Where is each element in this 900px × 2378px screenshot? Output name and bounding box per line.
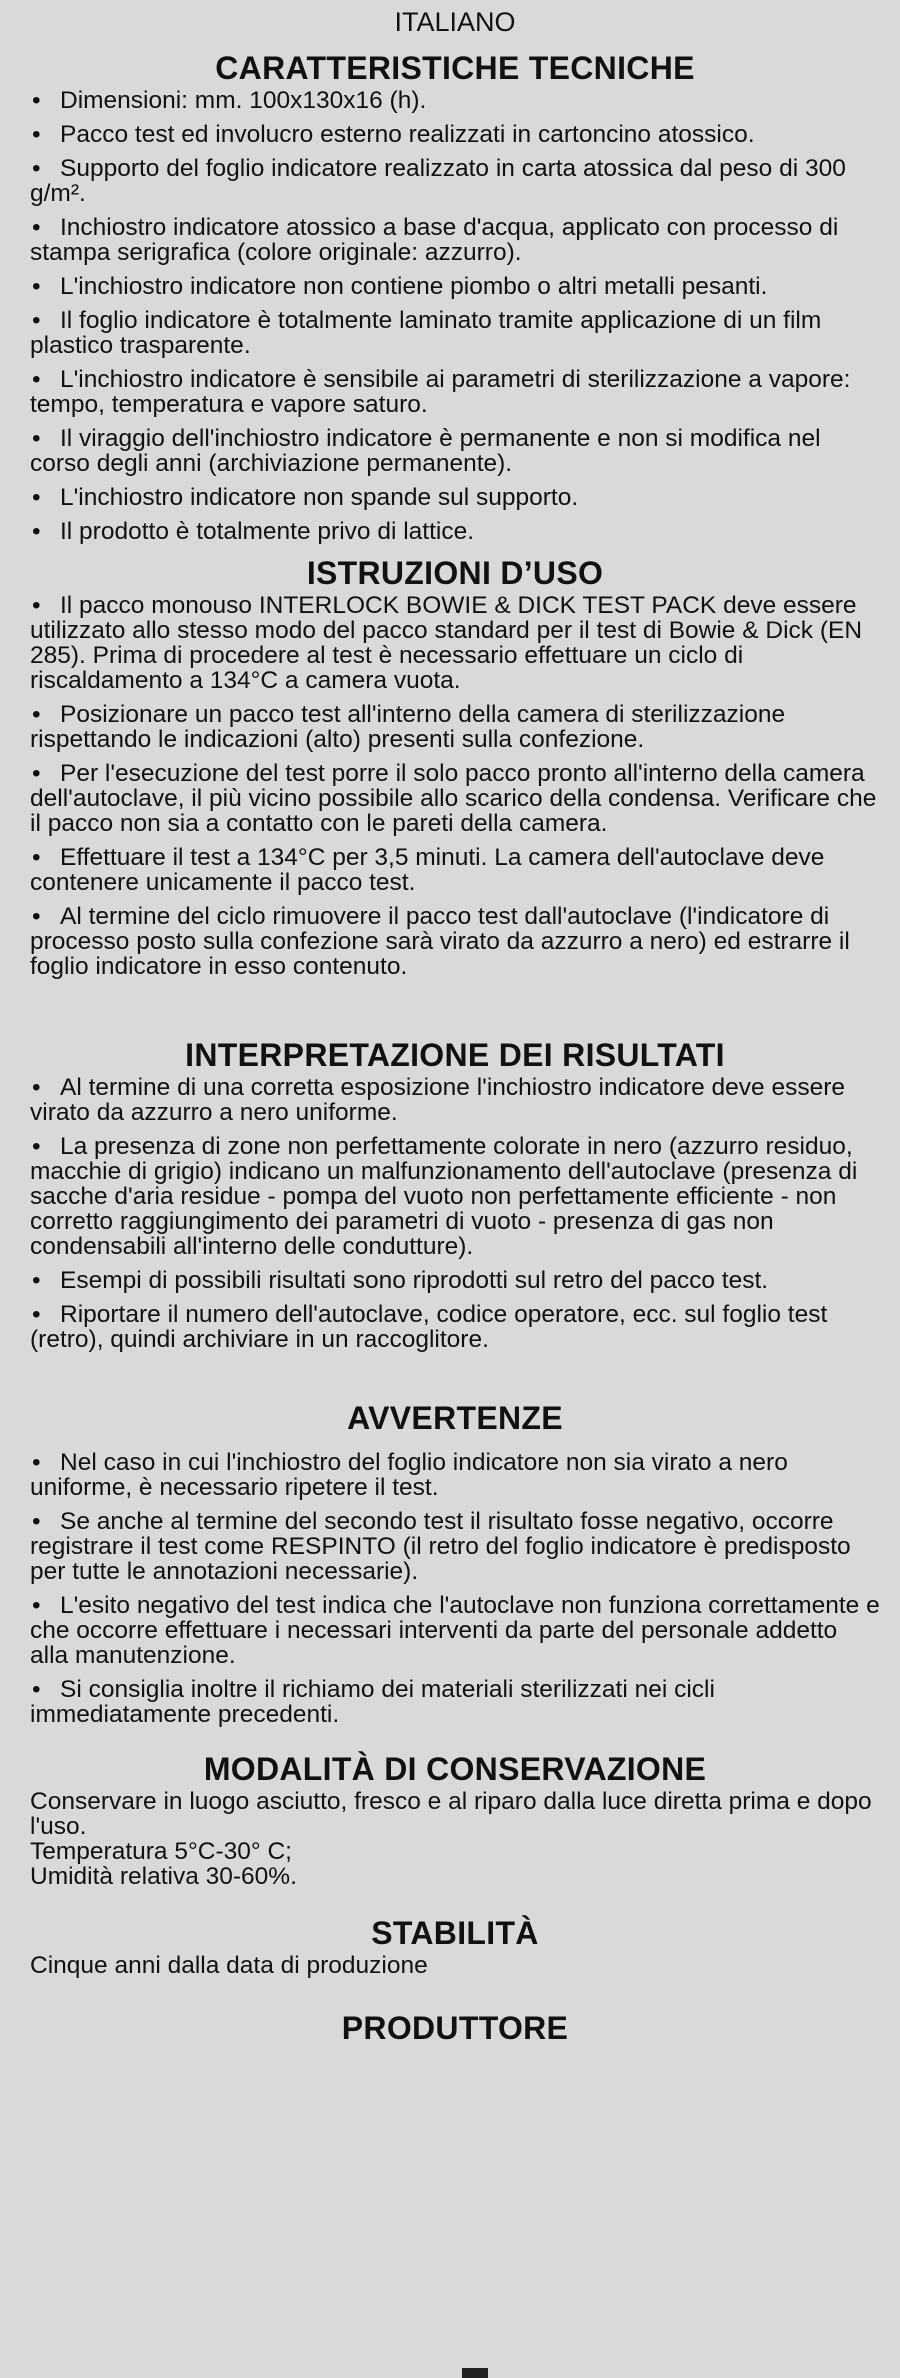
bullet: • xyxy=(32,425,41,452)
bullet: • xyxy=(32,121,41,148)
section-technical xyxy=(30,48,880,544)
bullet: • xyxy=(32,844,41,871)
list-item: • L'inchiostro indicatore non contiene piombo o altri metalli pesanti. xyxy=(32,273,768,300)
list-item: • Il foglio indicatore è totalmente laminato tramite applicazione di un film plastico trasparente. xyxy=(30,307,822,359)
section-results xyxy=(30,1035,880,1352)
bullet: • xyxy=(32,1676,41,1703)
list-item: • L'inchiostro indicatore è sensibile ai parametri di sterilizzazione a vapore: tempo, temperatura e vapore saturo. xyxy=(30,366,851,418)
bullet: • xyxy=(32,307,41,334)
bullet: • xyxy=(32,87,41,114)
section-producer xyxy=(30,2008,880,2048)
storage-line: Umidità relativa 30-60%. xyxy=(30,1863,297,1890)
bullet: • xyxy=(32,1592,41,1619)
list-item: • Esempi di possibili risultati sono riprodotti sul retro del pacco test. xyxy=(32,1267,769,1294)
section-storage xyxy=(30,1749,880,1889)
list-item: • Il viraggio dell'inchiostro indicatore è permanente e non si modifica nel corso degli anni (archiviazione permanente). xyxy=(30,425,821,477)
section-title-storage: MODALITÀ DI CONSERVAZIONE xyxy=(203,1751,707,1787)
bullet: • xyxy=(32,214,41,241)
storage-line: Conservare in luogo asciutto, fresco e al riparo dalla luce diretta prima e dopo l'uso. xyxy=(30,1788,872,1840)
bullet: • xyxy=(32,1133,41,1160)
bullet: • xyxy=(32,760,41,787)
section-warnings xyxy=(30,1398,880,1727)
list-item: • La presenza di zone non perfettamente colorate in nero (azzurro residuo, macchie di grigio) indicano un malfunzionamento dell'autoclave (presenza di sacche d'aria residue - pompa del vuoto non perfettamente efficiente - non corretto raggiungimento dei parametri di vuoto - presenza di gas non condensabili all'interno delle condutture). xyxy=(30,1133,858,1260)
list-item: • Nel caso in cui l'inchiostro del foglio indicatore non sia virato a nero uniforme, è necessario ripetere il test. xyxy=(30,1449,788,1501)
bullet: • xyxy=(32,1508,41,1535)
list-item: • Effettuare il test a 134°C per 3,5 minuti. La camera dell'autoclave deve contenere unicamente il pacco test. xyxy=(30,844,825,896)
bullet: • xyxy=(32,1267,41,1294)
list-item: • Per l'esecuzione del test porre il solo pacco pronto all'interno della camera dell'autoclave, il più vicino possibile allo scarico della condensa. Verificare che il pacco non sia a contatto con le pareti della camera. xyxy=(30,760,877,837)
storage-text xyxy=(30,1789,880,1889)
language-heading: ITALIANO xyxy=(394,7,516,37)
section-title-producer: PRODUTTORE xyxy=(341,2010,569,2046)
bullet: • xyxy=(32,592,41,619)
section-title-usage: ISTRUZIONI D’USO xyxy=(306,555,604,591)
list-item: • Posizionare un pacco test all'interno della camera di sterilizzazione rispettando le indicazioni (alto) presenti sulla confezione. xyxy=(30,701,786,753)
bullet: • xyxy=(32,484,41,511)
list-item: • Inchiostro indicatore atossico a base d'acqua, applicato con processo di stampa serigrafica (colore originale: azzurro). xyxy=(30,214,839,266)
section-title-results: INTERPRETAZIONE DEI RISULTATI xyxy=(185,1037,725,1073)
bullet: • xyxy=(32,903,41,930)
bullet: • xyxy=(32,273,41,300)
list-item: • Pacco test ed involucro esterno realizzati in cartoncino atossico. xyxy=(32,121,755,148)
list-item: • Al termine di una corretta esposizione l'inchiostro indicatore deve essere virato da azzurro a nero uniforme. xyxy=(30,1074,846,1126)
warnings-list xyxy=(30,1450,880,1727)
list-item: • Il prodotto è totalmente privo di lattice. xyxy=(32,518,474,545)
section-title-warnings: AVVERTENZE xyxy=(347,1400,563,1436)
usage-list xyxy=(30,593,880,979)
section-stability xyxy=(30,1913,880,1978)
bullet: • xyxy=(32,155,41,182)
section-title-technical: CARATTERISTICHE TECNICHE xyxy=(215,50,695,86)
bullet: • xyxy=(32,1301,41,1328)
bullet: • xyxy=(32,1074,41,1101)
list-item: • Il pacco monouso INTERLOCK BOWIE & DICK TEST PACK deve essere utilizzato allo stesso modo del pacco standard per il test di Bowie & Dick (EN 285). Prima di procedere al test è necessario effettuare un ciclo di riscaldamento a 134°C a camera vuota. xyxy=(30,592,863,694)
section-title-stability: STABILITÀ xyxy=(371,1915,539,1951)
results-list xyxy=(30,1075,880,1352)
stability-line: Cinque anni dalla data di produzione xyxy=(30,1952,428,1979)
list-item: • Al termine del ciclo rimuovere il pacco test dall'autoclave (l'indicatore di processo posto sulla confezione sarà virato da azzurro a nero) ed estrarre il foglio indicatore in esso contenuto. xyxy=(30,903,850,980)
list-item: • Dimensioni: mm. 100x130x16 (h). xyxy=(32,87,427,114)
list-item: • Supporto del foglio indicatore realizzato in carta atossica dal peso di 300 g/m². xyxy=(30,155,846,207)
storage-line: Temperatura 5°C-30° C; xyxy=(30,1838,292,1865)
bullet: • xyxy=(32,518,41,545)
bullet: • xyxy=(32,366,41,393)
bullet: • xyxy=(32,1449,41,1476)
bullet: • xyxy=(32,701,41,728)
technical-list xyxy=(30,88,880,544)
list-item: • Se anche al termine del secondo test il risultato fosse negativo, occorre registrare il test come RESPINTO (il retro del foglio indicatore è predisposto per tutte le annotazioni necessarie). xyxy=(30,1508,851,1585)
list-item: • Si consiglia inoltre il richiamo dei materiali sterilizzati nei cicli immediatamente precedenti. xyxy=(30,1676,715,1728)
list-item: • L'inchiostro indicatore non spande sul supporto. xyxy=(32,484,579,511)
list-item: • Riportare il numero dell'autoclave, codice operatore, ecc. sul foglio test (retro), quindi archiviare in un raccoglitore. xyxy=(30,1301,828,1353)
stability-text xyxy=(30,1953,880,1978)
list-item: • L'esito negativo del test indica che l'autoclave non funziona correttamente e che occorre effettuare i necessari interventi da parte del personale addetto alla manutenzione. xyxy=(30,1592,880,1669)
logo-fragment xyxy=(462,2368,488,2378)
section-usage xyxy=(30,553,880,979)
